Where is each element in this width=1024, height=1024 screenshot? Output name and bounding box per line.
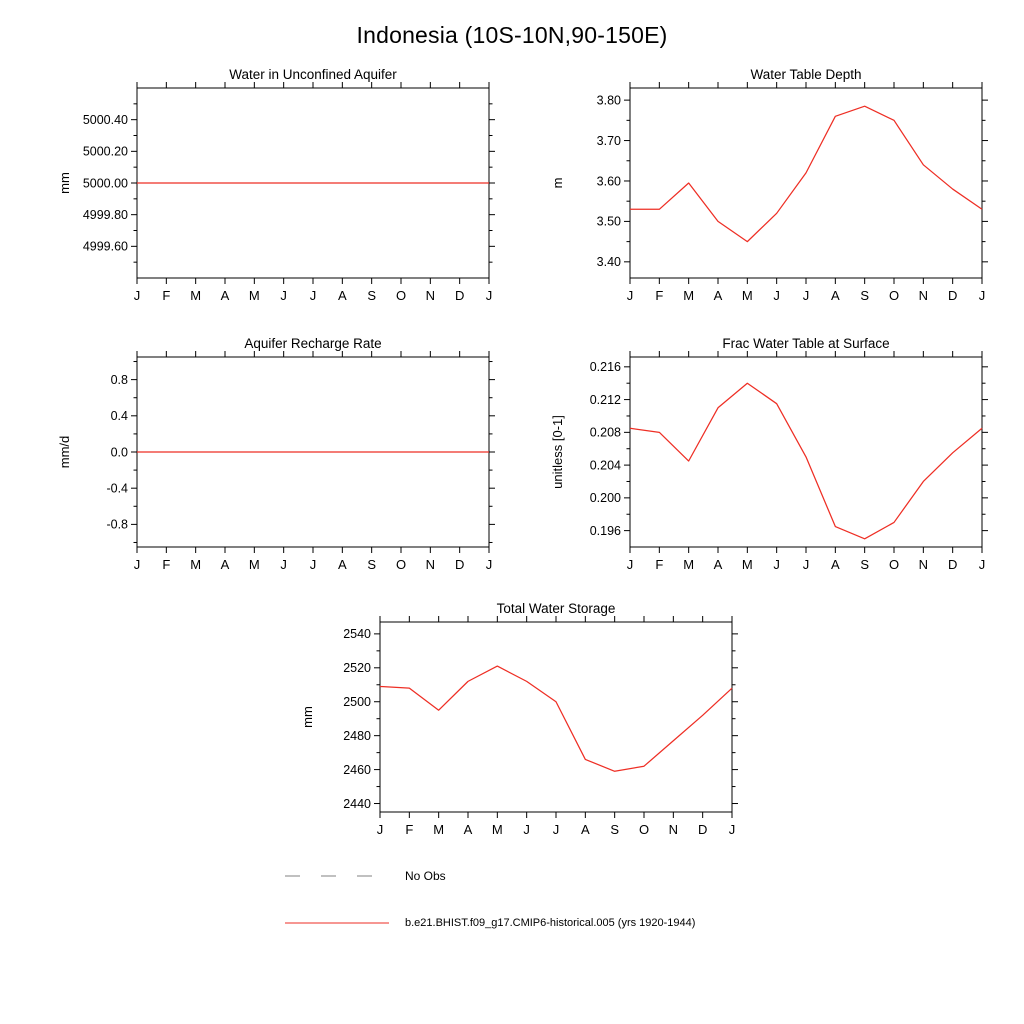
chart-canvas-3 <box>530 333 990 598</box>
x-tick-label: J <box>978 557 986 572</box>
legend-row-model <box>283 917 695 929</box>
x-tick-label: J <box>485 288 493 303</box>
y-axis-label: mm <box>57 172 72 194</box>
x-tick-label: J <box>626 288 634 303</box>
x-tick-label: D <box>947 557 958 572</box>
x-tick-label: M <box>433 822 445 837</box>
x-axis-ticks <box>627 82 986 303</box>
x-tick-label: J <box>309 557 317 572</box>
y-tick-label: 0.204 <box>589 458 621 473</box>
y-tick-label: 0.4 <box>110 409 128 424</box>
chart-water-in-unconfined-aquifer <box>37 64 497 329</box>
y-axis-ticks <box>590 360 988 538</box>
x-tick-label: A <box>580 822 590 837</box>
y-tick-label: 2440 <box>343 796 371 811</box>
chart-canvas-0 <box>37 64 497 329</box>
chart-canvas-1 <box>530 64 990 329</box>
x-tick-label: O <box>395 557 407 572</box>
y-axis-ticks <box>597 93 988 269</box>
y-tick-label: 0.212 <box>589 392 621 407</box>
x-tick-label: O <box>888 288 900 303</box>
y-axis-ticks <box>343 627 738 811</box>
x-tick-label: M <box>741 288 753 303</box>
y-tick-label: 3.80 <box>596 93 621 108</box>
y-tick-label: 4999.80 <box>82 207 128 222</box>
y-tick-label: 3.50 <box>596 214 621 229</box>
y-tick-label: 3.60 <box>596 174 621 189</box>
x-axis-ticks <box>134 351 493 572</box>
x-tick-label: N <box>918 288 929 303</box>
y-tick-label: 5000.00 <box>82 176 128 191</box>
no-obs-line-sample-icon <box>283 870 391 882</box>
y-axis-label: mm <box>300 706 315 728</box>
y-axis-label: unitless [0-1] <box>550 415 565 489</box>
x-tick-label: S <box>610 822 620 837</box>
y-tick-label: 0.216 <box>589 360 621 375</box>
x-tick-label: N <box>425 557 436 572</box>
chart-frac-water-table-at-surface <box>530 333 990 598</box>
x-tick-label: N <box>668 822 679 837</box>
x-tick-label: F <box>162 557 171 572</box>
panel-title: Water in Unconfined Aquifer <box>229 67 397 82</box>
x-tick-label: J <box>552 822 560 837</box>
x-tick-label: S <box>860 557 870 572</box>
x-tick-label: M <box>190 288 202 303</box>
legend-row-no-obs <box>283 869 446 883</box>
y-tick-label: 5000.20 <box>82 144 128 159</box>
x-tick-label: F <box>655 557 664 572</box>
x-tick-label: D <box>947 288 958 303</box>
x-tick-label: A <box>337 288 347 303</box>
y-tick-label: 0.0 <box>110 445 128 460</box>
x-tick-label: A <box>220 557 230 572</box>
x-tick-label: N <box>425 288 436 303</box>
y-tick-label: 2460 <box>343 762 371 777</box>
x-tick-label: F <box>405 822 414 837</box>
x-tick-label: J <box>309 288 317 303</box>
y-tick-label: 5000.40 <box>82 112 128 127</box>
panel-title: Water Table Depth <box>750 67 862 82</box>
chart-water-table-depth <box>530 64 990 329</box>
x-tick-label: A <box>713 557 723 572</box>
y-tick-label: 0.208 <box>589 425 621 440</box>
x-tick-label: J <box>773 288 780 303</box>
y-tick-label: 2480 <box>343 728 371 743</box>
x-tick-label: F <box>162 288 171 303</box>
y-tick-label: 0.196 <box>589 523 621 538</box>
x-tick-label: M <box>491 822 503 837</box>
x-axis-ticks <box>377 616 736 837</box>
x-tick-label: A <box>713 288 723 303</box>
y-tick-label: 0.200 <box>589 491 621 506</box>
x-tick-label: D <box>454 557 465 572</box>
x-tick-label: J <box>376 822 384 837</box>
x-tick-label: J <box>133 288 141 303</box>
x-tick-label: J <box>485 557 493 572</box>
y-tick-label: 2540 <box>343 627 371 642</box>
x-tick-label: J <box>280 288 287 303</box>
x-tick-label: S <box>860 288 870 303</box>
y-tick-label: 3.40 <box>596 255 621 270</box>
plot-box <box>630 357 982 547</box>
chart-canvas-4 <box>280 598 740 863</box>
legend-label-no-obs: No Obs <box>405 869 446 883</box>
model-line-sample-icon <box>283 917 391 929</box>
x-tick-label: A <box>830 288 840 303</box>
y-tick-label: 2500 <box>343 695 371 710</box>
x-tick-label: J <box>523 822 530 837</box>
panel-title: Total Water Storage <box>496 601 616 616</box>
x-tick-label: A <box>337 557 347 572</box>
x-tick-label: M <box>248 288 260 303</box>
x-tick-label: O <box>395 288 407 303</box>
x-axis-ticks <box>627 351 986 572</box>
x-tick-label: F <box>655 288 664 303</box>
chart-canvas-2 <box>37 333 497 598</box>
x-tick-label: J <box>728 822 736 837</box>
y-axis-label: m <box>550 177 565 189</box>
x-tick-label: O <box>638 822 650 837</box>
x-tick-label: M <box>190 557 202 572</box>
chart-aquifer-recharge-rate <box>37 333 497 598</box>
x-tick-label: J <box>626 557 634 572</box>
x-tick-label: M <box>683 557 695 572</box>
x-tick-label: J <box>280 557 287 572</box>
page-title: Indonesia (10S-10N,90-150E) <box>356 22 668 48</box>
x-tick-label: J <box>133 557 141 572</box>
x-tick-label: A <box>830 557 840 572</box>
x-axis-ticks <box>134 82 493 303</box>
x-tick-label: A <box>463 822 473 837</box>
y-axis-label: mm/d <box>57 435 72 469</box>
plot-box <box>630 88 982 278</box>
y-tick-label: -0.4 <box>106 481 128 496</box>
x-tick-label: J <box>802 557 810 572</box>
legend-label-model: b.e21.BHIST.f09_g17.CMIP6-historical.005 (yrs 1920-1944) <box>405 917 696 929</box>
x-tick-label: N <box>918 557 929 572</box>
x-tick-label: M <box>683 288 695 303</box>
x-tick-label: A <box>220 288 230 303</box>
y-tick-label: 0.8 <box>110 372 128 387</box>
x-tick-label: D <box>697 822 708 837</box>
x-tick-label: O <box>888 557 900 572</box>
x-tick-label: D <box>454 288 465 303</box>
y-tick-label: -0.8 <box>106 517 128 532</box>
x-tick-label: J <box>978 288 986 303</box>
panel-title: Frac Water Table at Surface <box>722 336 890 351</box>
chart-total-water-storage <box>280 598 740 863</box>
x-tick-label: J <box>802 288 810 303</box>
series-line <box>630 106 982 241</box>
series-line <box>380 666 732 771</box>
x-tick-label: S <box>367 288 377 303</box>
y-tick-label: 4999.60 <box>82 239 128 254</box>
x-tick-label: S <box>367 557 377 572</box>
x-tick-label: M <box>248 557 260 572</box>
panel-title: Aquifer Recharge Rate <box>244 336 382 351</box>
series-line <box>630 383 982 539</box>
x-tick-label: J <box>773 557 780 572</box>
plot-box <box>380 622 732 812</box>
y-tick-label: 3.70 <box>596 133 621 148</box>
y-tick-label: 2520 <box>343 661 371 676</box>
x-tick-label: M <box>741 557 753 572</box>
